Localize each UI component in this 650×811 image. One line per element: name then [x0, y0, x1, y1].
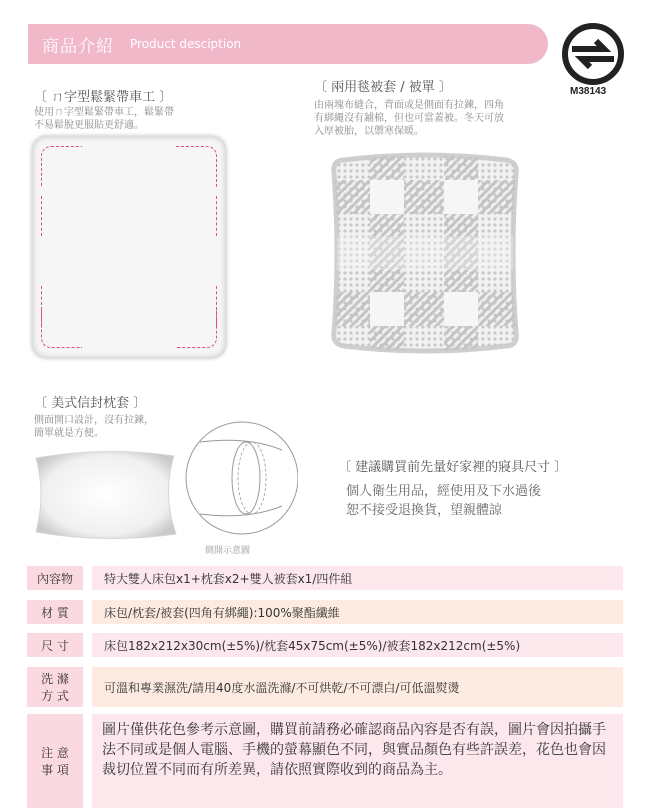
- label-text: 洗 滌: [41, 672, 69, 686]
- table-value-notes: 圖片僅供花色參考示意圖，購買前請務必確認商品內容是否有誤，圖片會因拍攝手法不同或是個人電腦、手機的螢幕顯色不同，與實品顏色有些許誤差，花色也會因裁切位置不同而有所差異，請依照實際收到的商品為主。: [92, 714, 623, 808]
- table-label-wash: [27, 667, 83, 707]
- quilt-desc-line: 入厚被胎，以禦寒保暖。: [314, 126, 424, 137]
- pillow-desc-line: 簡單就是方便。: [34, 428, 104, 439]
- table-value-material: 床包/枕套/被套(四角有綁繩):100%聚酯纖維: [92, 600, 623, 624]
- label-text: 尺 寸: [41, 638, 69, 653]
- elastic-corner: [41, 307, 82, 348]
- certification-code: M38143: [570, 86, 607, 97]
- table-label-material: [27, 600, 83, 624]
- recommend-text: [346, 482, 541, 520]
- quilt-desc: [314, 99, 504, 138]
- quilt-desc-line: 由兩塊布縫合，背面或是側面有拉鍊，四角: [314, 100, 504, 111]
- recommend-title: 〔 建議購買前先量好家裡的寢具尺寸 〕: [338, 460, 568, 475]
- label-text: 方 式: [41, 689, 69, 703]
- mattress-illustration: [32, 136, 226, 358]
- elastic-edge: [216, 196, 217, 236]
- quilt-title: 〔 兩用毯被套 / 被單 〕: [314, 80, 452, 95]
- table-value-wash: 可溫和專業濕洗/請用40度水溫洗滌/不可烘乾/不可漂白/可低溫熨燙: [92, 667, 623, 707]
- table-label-size: [27, 633, 83, 657]
- table-value-size: 床包182x212x30cm(±5%)/枕套45x75cm(±5%)/被套182x212cm(±5%): [92, 633, 623, 657]
- band-title: 〔 ㄇ字型鬆緊帶車工 〕: [34, 90, 173, 105]
- elastic-edge: [216, 286, 217, 326]
- side-opening-label: 側開示意圖: [205, 546, 251, 556]
- table-label-notes: [27, 714, 83, 808]
- elastic-corner: [41, 146, 82, 187]
- band-desc-line: 不易鬆脫更服貼更舒適。: [34, 120, 144, 131]
- label-text: 注 意: [41, 746, 69, 760]
- label-text: 事 項: [41, 763, 69, 777]
- pillow-title: 〔 美式信封枕套 〕: [34, 396, 147, 411]
- elastic-edge: [41, 196, 42, 236]
- quilt-desc-line: 有綁繩沒有鋪棉，但也可當蓋被。冬天可放: [314, 113, 504, 124]
- table-value-contents: 特大雙人床包x1+枕套x2+雙人被套x1/四件組: [92, 566, 623, 590]
- recommend-line: 恕不接受退換貨，望親體諒: [346, 503, 503, 518]
- elastic-edge: [41, 286, 42, 326]
- band-desc-line: 使用ㄇ字型鬆緊帶車工，鬆緊帶: [34, 107, 174, 118]
- page-title: 商品介紹: [42, 37, 114, 57]
- quilt-cover-illustration: [330, 150, 520, 356]
- elastic-corner: [176, 146, 217, 187]
- band-desc: [34, 106, 174, 132]
- pillow-desc-line: 側面開口設計，沒有拉鍊，: [34, 415, 154, 426]
- label-text: 內容物: [36, 571, 73, 586]
- label-text: 材 質: [41, 605, 69, 620]
- elastic-corner: [176, 307, 217, 348]
- table-label-contents: [27, 566, 83, 590]
- certification-mark-icon: [560, 22, 626, 88]
- pillow-side-opening-diagram: [178, 416, 298, 540]
- pillow-desc: [34, 414, 154, 440]
- recommend-line: 個人衛生用品，經使用及下水過後: [346, 484, 542, 499]
- page-subtitle: Product desciption: [130, 37, 242, 51]
- pillow-illustration: [30, 446, 180, 542]
